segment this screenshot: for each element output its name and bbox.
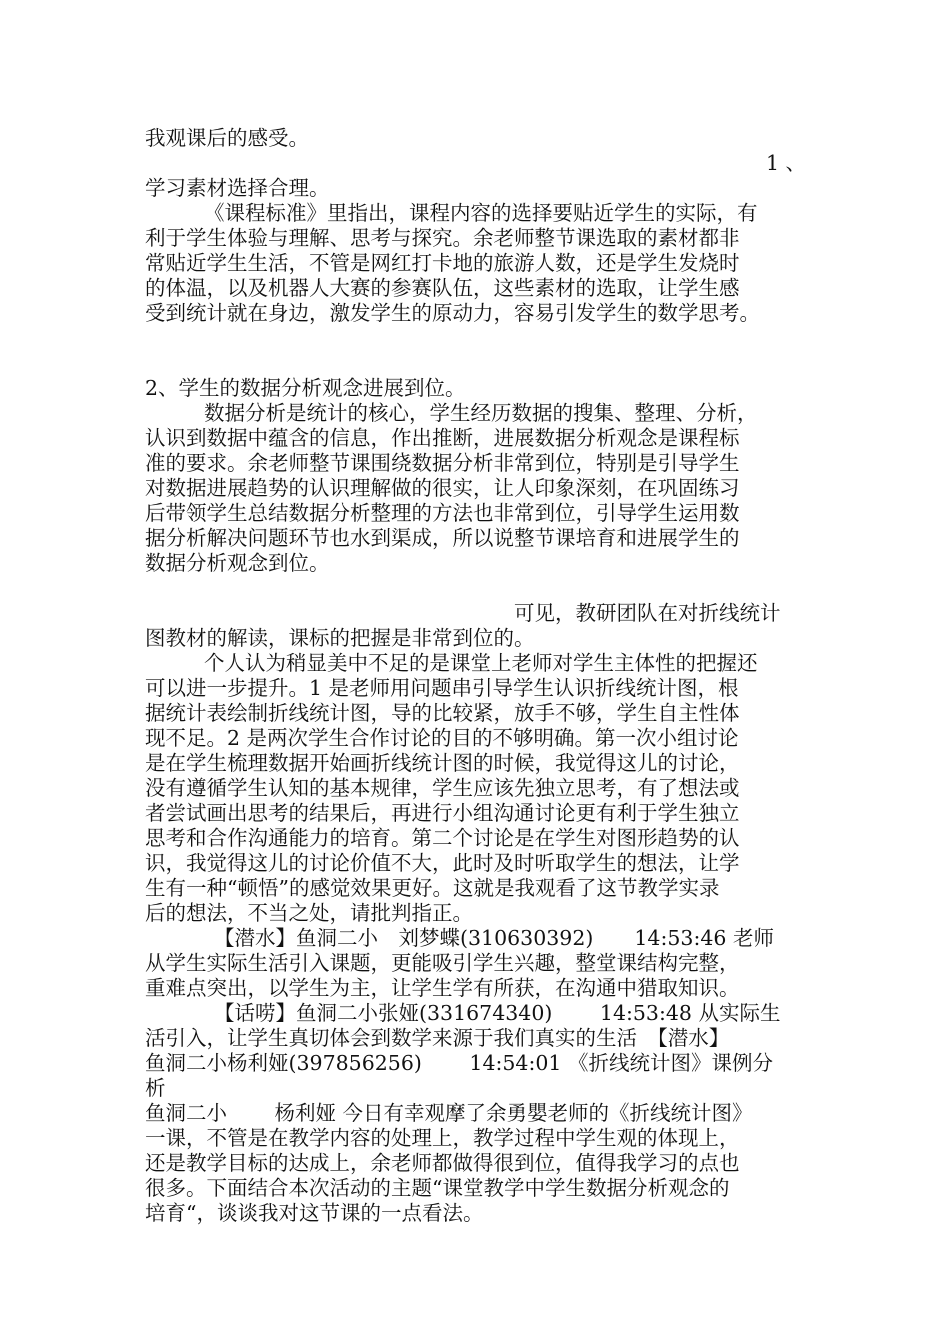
text-line: 思考和合作沟通能力的培育。第二个讨论是在学生对图形趋势的认 xyxy=(145,826,740,850)
text-line: 常贴近学生生活，不管是网红打卡地的旅游人数，还是学生发烧时 xyxy=(145,251,740,275)
text-line: 个人认为稍显美中不足的是课堂上老师对学生主体性的把握还 xyxy=(204,651,758,675)
text-line: 据统计表绘制折线统计图，导的比较紧，放手不够，学生自主性体 xyxy=(145,701,740,725)
text-line: 是在学生梳理数据开始画折线统计图的时候，我觉得这儿的讨论， xyxy=(145,751,740,775)
text-line: 析 xyxy=(145,1076,166,1100)
text-line: 者尝试画出思考的结果后，再进行小组沟通讨论更有利于学生独立 xyxy=(145,801,740,825)
text-line: 我观课后的感受。 xyxy=(145,126,309,150)
text-line: 《课程标准》里指出，课程内容的选择要贴近学生的实际，有 xyxy=(204,201,758,225)
text-line: 可以进一步提升。1 是老师用问题串引导学生认识折线统计图，根 xyxy=(145,676,739,700)
text-line: 认识到数据中蕴含的信息，作出推断，进展数据分析观念是课程标 xyxy=(145,426,740,450)
text-line: 一课，不管是在教学内容的处理上，教学过程中学生观的体现上， xyxy=(145,1126,740,1150)
text-line: 没有遵循学生认知的基本规律，学生应该先独立思考，有了想法或 xyxy=(145,776,740,800)
text-line: 准的要求。余老师整节课围绕数据分析非常到位，特别是引导学生 xyxy=(145,451,740,475)
chat-message-line: 【话唠】鱼洞二小张娅(331674340) 14:53:48 从实际生 xyxy=(214,1001,781,1025)
text-line: 据分析解决问题环节也水到渠成，所以说整节课培育和进展学生的 xyxy=(145,526,740,550)
text-line: 识，我觉得这儿的讨论价值不大，此时及时听取学生的想法，让学 xyxy=(145,851,740,875)
text-line: 活引入，让学生真切体会到数学来源于我们真实的生活 【潜水】 xyxy=(145,1026,730,1050)
text-line: 后带领学生总结数据分析整理的方法也非常到位，引导学生运用数 xyxy=(145,501,740,525)
section-heading: 学习素材选择合理。 xyxy=(145,176,330,200)
chat-message-line: 【潜水】鱼洞二小 刘梦蝶(310630392) 14:53:46 老师 xyxy=(214,926,774,950)
text-line: 后的想法，不当之处，请批判指正。 xyxy=(145,901,473,925)
text-line: 对数据进展趋势的认识理解做的很实，让人印象深刻，在巩固练习 xyxy=(145,476,740,500)
text-line: 从学生实际生活引入课题，更能吸引学生兴趣，整堂课结构完整， xyxy=(145,951,740,975)
section-number: 1 、 xyxy=(766,151,807,175)
text-line: 现不足。2 是两次学生合作讨论的目的不够明确。第一次小组讨论 xyxy=(145,726,739,750)
text-line: 受到统计就在身边，激发学生的原动力，容易引发学生的数学思考。 xyxy=(145,301,760,325)
text-line: 图教材的解读，课标的把握是非常到位的。 xyxy=(145,626,535,650)
text-line: 重难点突出，以学生为主，让学生学有所获，在沟通中猎取知识。 xyxy=(145,976,740,1000)
text-line: 数据分析是统计的核心，学生经历数据的搜集、整理、分析， xyxy=(204,401,758,425)
chat-message-line: 鱼洞二小杨利娅(397856256) 14:54:01 《折线统计图》课例分 xyxy=(145,1051,773,1075)
text-line: 很多。下面结合本次活动的主题“课堂教学中学生数据分析观念的 xyxy=(145,1176,730,1200)
text-line: 还是教学目标的达成上，余老师都做得很到位，值得我学习的点也 xyxy=(145,1151,740,1175)
section-heading: 2、学生的数据分析观念进展到位。 xyxy=(145,376,466,400)
text-line: 鱼洞二小 杨利娅 今日有幸观摩了余勇嬰老师的《折线统计图》 xyxy=(145,1101,753,1125)
text-line: 培育“，谈谈我对这节课的一点看法。 xyxy=(145,1201,484,1225)
text-line: 数据分析观念到位。 xyxy=(145,551,330,575)
text-line: 生有一种“顿悟”的感觉效果更好。这就是我观看了这节教学实录 xyxy=(145,876,720,900)
text-line: 利于学生体验与理解、思考与探究。余老师整节课选取的素材都非 xyxy=(145,226,740,250)
text-line: 的体温，以及机器人大赛的参赛队伍，这些素材的选取，让学生感 xyxy=(145,276,740,300)
text-line: 可见，教研团队在对折线统计 xyxy=(514,601,781,625)
